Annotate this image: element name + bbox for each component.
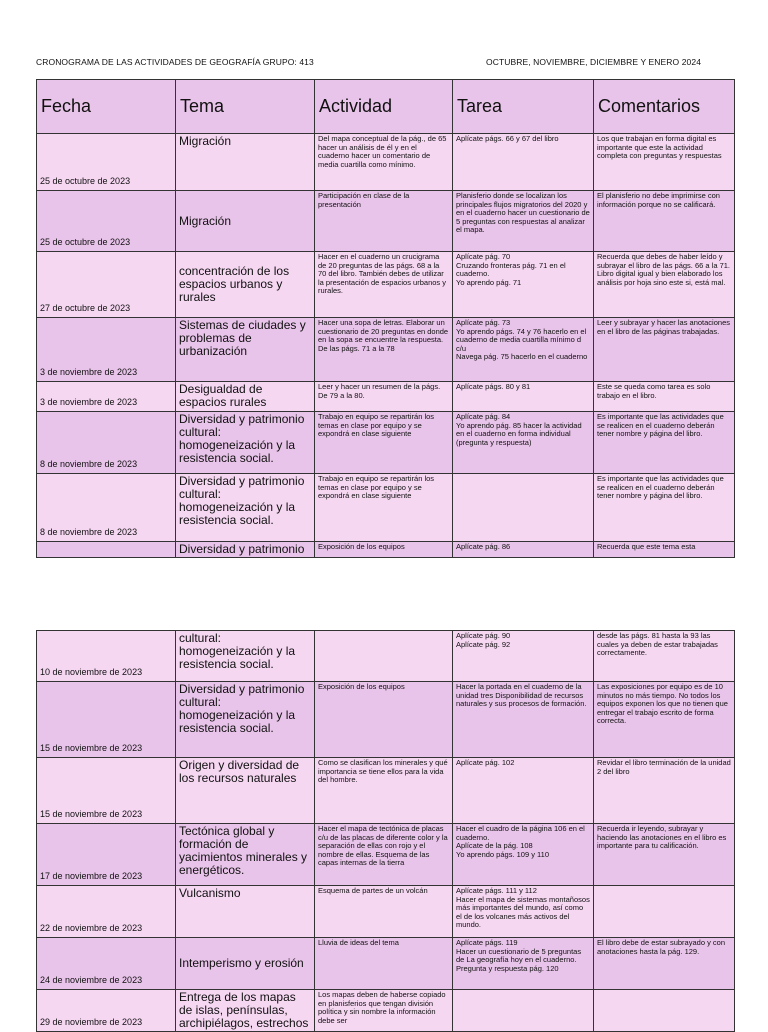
fecha-cell: 27 de octubre de 2023 <box>37 252 176 318</box>
fecha-cell: 10 de noviembre de 2023 <box>37 631 176 682</box>
fecha-cell: 3 de noviembre de 2023 <box>37 318 176 382</box>
table-row <box>37 758 735 824</box>
tema-cell: Migración <box>176 191 315 252</box>
actividad-cell: Exposición de los equipos <box>315 542 453 558</box>
column-header: Fecha <box>37 80 176 134</box>
comentarios-cell: Los que trabajan en forma digital es importante que este la actividad completa con preguntas y respuestas <box>594 134 735 191</box>
fecha-cell: 25 de octubre de 2023 <box>37 191 176 252</box>
actividad-cell: Esquema de partes de un volcán <box>315 886 453 938</box>
fecha-cell: 24 de noviembre de 2023 <box>37 938 176 990</box>
actividad-cell: Hacer en el cuaderno un crucigrama de 20 preguntas de las págs. 68 a la 70 del libro. También debes de utilizar la presentación de espacios urbanos y rurales. <box>315 252 453 318</box>
tarea-cell: Hacer el cuadro de la página 106 en el cuaderno. Aplícate de la pág. 108 Yo aprendo págs. 109 y 110 <box>453 824 594 886</box>
tema-cell: Migración <box>176 134 315 191</box>
table-row <box>37 542 735 558</box>
actividad-cell: Trabajo en equipo se repartirán los temas en clase por equipo y se expondrá en clase siguiente <box>315 412 453 474</box>
tema-cell: Entrega de los mapas de islas, penínsulas, archipiélagos, estrechos <box>176 990 315 1032</box>
schedule-table-2 <box>36 630 735 1032</box>
comentarios-cell: Leer y subrayar y hacer las anotaciones en el libro de las páginas trabajadas. <box>594 318 735 382</box>
fecha-cell: 8 de noviembre de 2023 <box>37 412 176 474</box>
actividad-cell: Hacer el mapa de tectónica de placas c/u de las placas de diferente color y la separación de ellas con rojo y el nombre de ellas. Esquema de las capas internas de la tierra <box>315 824 453 886</box>
actividad-cell: Hacer una sopa de letras. Elaborar un cuestionario de 20 preguntas en donde en la sopa se encuentre la respuesta. De las págs. 71 a la 78 <box>315 318 453 382</box>
tema-cell: cultural: homogeneización y la resistencia social. <box>176 631 315 682</box>
table-row <box>37 824 735 886</box>
comentarios-cell: Revidar el libro terminación de la unidad 2 del libro <box>594 758 735 824</box>
document-title: CRONOGRAMA DE LAS ACTIVIDADES DE GEOGRAFÍA GRUPO: 413 <box>36 57 314 67</box>
column-header: Tarea <box>453 80 594 134</box>
table-row <box>37 886 735 938</box>
tema-cell: Diversidad y patrimonio cultural: homogeneización y la resistencia social. <box>176 412 315 474</box>
tarea-cell: Planisferio donde se localizan los principales flujos migratorios del 2020 y en el cuaderno hacer un cuestionario de 5 preguntas con respuestas al analizar el mapa. <box>453 191 594 252</box>
tarea-cell <box>453 474 594 542</box>
fecha-cell: 22 de noviembre de 2023 <box>37 886 176 938</box>
comentarios-cell: desde las págs. 81 hasta la 93 las cuales ya deben de estar trabajadas correctamente. <box>594 631 735 682</box>
table-row <box>37 412 735 474</box>
column-header: Actividad <box>315 80 453 134</box>
comentarios-cell: El libro debe de estar subrayado y con anotaciones hasta la pág. 129. <box>594 938 735 990</box>
tarea-cell: Aplícate pág. 102 <box>453 758 594 824</box>
table-row <box>37 252 735 318</box>
comentarios-cell <box>594 990 735 1032</box>
fecha-cell: 15 de noviembre de 2023 <box>37 758 176 824</box>
tarea-cell: Aplícate pág. 73 Yo aprendo págs. 74 y 76 hacerlo en el cuaderno de media cuartilla mínimo d c/u Navega pág. 75 hacerlo en el cuaderno <box>453 318 594 382</box>
fecha-cell: 15 de noviembre de 2023 <box>37 682 176 758</box>
fecha-cell: 29 de noviembre de 2023 <box>37 990 176 1032</box>
actividad-cell: Los mapas deben de haberse copiado en planisferios que tengan división política y sin nombre la información debe ser <box>315 990 453 1032</box>
table-row <box>37 382 735 412</box>
table-row <box>37 990 735 1032</box>
table-header-row <box>37 80 735 134</box>
tema-cell: concentración de los espacios urbanos y rurales <box>176 252 315 318</box>
tema-cell: Diversidad y patrimonio <box>176 542 315 558</box>
tarea-cell: Hacer la portada en el cuaderno de la unidad tres Disponibilidad de recursos naturales y sus procesos de formación. <box>453 682 594 758</box>
table-row <box>37 134 735 191</box>
actividad-cell: Leer y hacer un resumen de la págs. De 79 a la 80. <box>315 382 453 412</box>
tema-cell: Sistemas de ciudades y problemas de urbanización <box>176 318 315 382</box>
table-row <box>37 631 735 682</box>
tema-cell: Diversidad y patrimonio cultural: homogeneización y la resistencia social. <box>176 682 315 758</box>
actividad-cell: Trabajo en equipo se repartirán los temas en clase por equipo y se expondrá en clase siguiente <box>315 474 453 542</box>
tarea-cell <box>453 990 594 1032</box>
tema-cell: Origen y diversidad de los recursos naturales <box>176 758 315 824</box>
table-row <box>37 938 735 990</box>
comentarios-cell <box>594 886 735 938</box>
fecha-cell <box>37 542 176 558</box>
tema-cell: Desigualdad de espacios rurales <box>176 382 315 412</box>
table-row <box>37 191 735 252</box>
comentarios-cell: El planisferio no debe imprimirse con información porque no se calificará. <box>594 191 735 252</box>
comentarios-cell: Este se queda como tarea es solo trabajo en el libro. <box>594 382 735 412</box>
tarea-cell: Aplícate págs. 111 y 112 Hacer el mapa de sistemas montañosos más importantes del mundo, así como el de los volcanes más activos del mundo. <box>453 886 594 938</box>
fecha-cell: 8 de noviembre de 2023 <box>37 474 176 542</box>
column-header: Tema <box>176 80 315 134</box>
tarea-cell: Aplícate págs. 80 y 81 <box>453 382 594 412</box>
tarea-cell: Aplícate pág. 90 Aplícate pág. 92 <box>453 631 594 682</box>
tema-cell: Intemperismo y erosión <box>176 938 315 990</box>
table-body <box>37 631 735 1032</box>
actividad-cell: Como se clasifican los minerales y qué importancia se tiene ellos para la vida del hombre. <box>315 758 453 824</box>
table-row <box>37 682 735 758</box>
actividad-cell: Lluvia de ideas del tema <box>315 938 453 990</box>
tema-cell: Vulcanismo <box>176 886 315 938</box>
actividad-cell <box>315 631 453 682</box>
table-row <box>37 474 735 542</box>
tarea-cell: Aplícate pág. 84 Yo aprendo pág. 85 hacer la actividad en el cuaderno en forma individual (pregunta y respuesta) <box>453 412 594 474</box>
fecha-cell: 17 de noviembre de 2023 <box>37 824 176 886</box>
document-period: OCTUBRE, NOVIEMBRE, DICIEMBRE Y ENERO 2024 <box>486 57 702 67</box>
comentarios-cell: Es importante que las actividades que se realicen en el cuaderno deberán tener nombre y página del libro. <box>594 412 735 474</box>
table-body <box>37 134 735 558</box>
column-header: Comentarios <box>594 80 735 134</box>
table-row <box>37 318 735 382</box>
fecha-cell: 3 de noviembre de 2023 <box>37 382 176 412</box>
actividad-cell: Participación en clase de la presentación <box>315 191 453 252</box>
tema-cell: Diversidad y patrimonio cultural: homogeneización y la resistencia social. <box>176 474 315 542</box>
actividad-cell: Del mapa conceptual de la pág., de 65 hacer un análisis de él y en el cuaderno hacer un comentario de media cuartilla como mínimo. <box>315 134 453 191</box>
tarea-cell: Aplícate págs. 66 y 67 del libro <box>453 134 594 191</box>
tema-cell: Tectónica global y formación de yacimientos minerales y energéticos. <box>176 824 315 886</box>
fecha-cell: 25 de octubre de 2023 <box>37 134 176 191</box>
tarea-cell: Aplícate pág. 70 Cruzando fronteras pág. 71 en el cuaderno. Yo aprendo pág. 71 <box>453 252 594 318</box>
comentarios-cell: Recuerda ir leyendo, subrayar y haciendo las anotaciones en el libro es importante para tu calificación. <box>594 824 735 886</box>
actividad-cell: Exposición de los equipos <box>315 682 453 758</box>
tarea-cell: Aplícate págs. 119 Hacer un cuestionario de 5 preguntas de La geografía hoy en el cuaderno. Pregunta y respuesta pág. 120 <box>453 938 594 990</box>
comentarios-cell: Las exposiciones por equipo es de 10 minutos no más tiempo. No todos los equipos exponen los que no tienen que entregar el trabajo escrito de forma correcta. <box>594 682 735 758</box>
comentarios-cell: Recuerda que este tema esta <box>594 542 735 558</box>
comentarios-cell: Recuerda que debes de haber leído y subrayar el libro de las págs. 66 a la 71. Libro digital igual y bien elaborado los análisis por hoja sino este si, está mal. <box>594 252 735 318</box>
schedule-table-1 <box>36 79 735 558</box>
comentarios-cell: Es importante que las actividades que se realicen en el cuaderno deberán tener nombre y página del libro. <box>594 474 735 542</box>
tarea-cell: Aplícate pág. 86 <box>453 542 594 558</box>
